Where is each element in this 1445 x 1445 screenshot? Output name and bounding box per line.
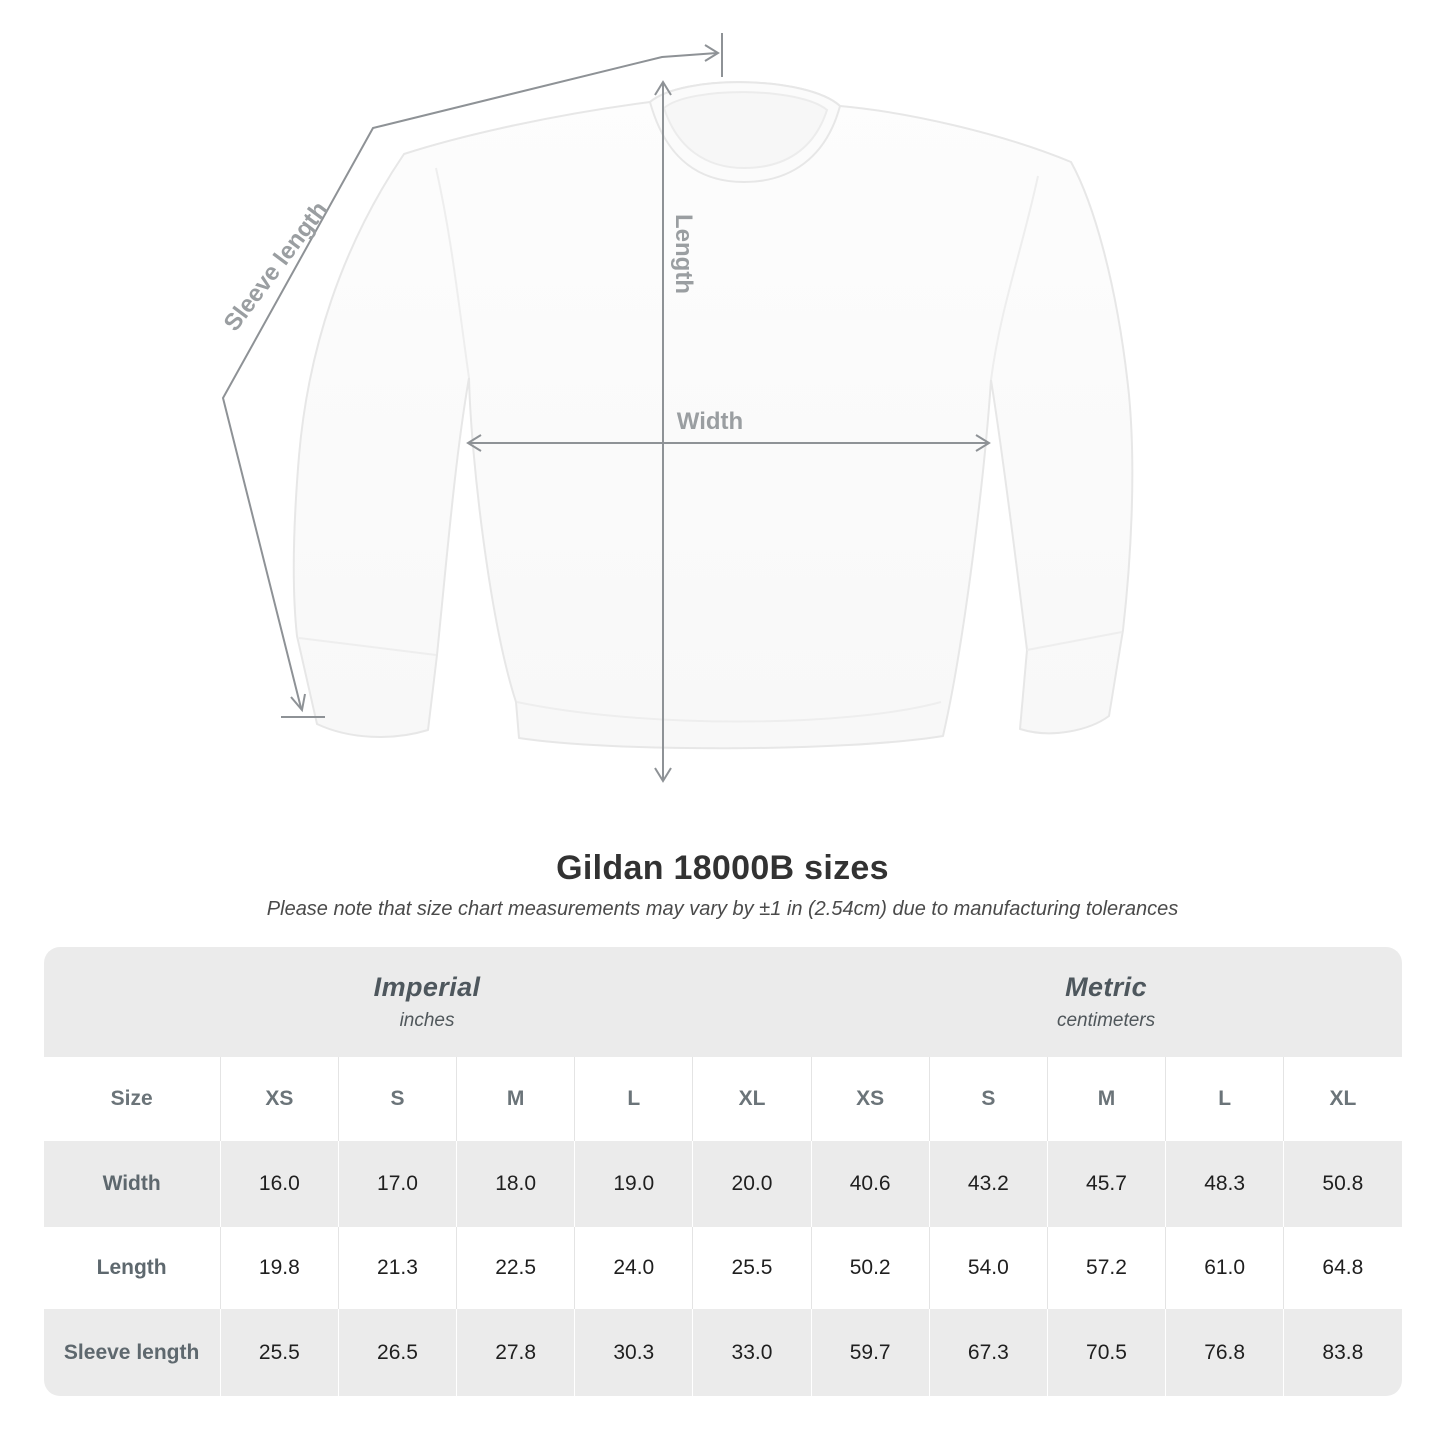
length-imperial-s: 21.3: [338, 1227, 456, 1309]
col-header-metric-xs: XS: [811, 1057, 929, 1141]
col-header-imperial-s: S: [338, 1057, 456, 1141]
sleeve-metric-m: 70.5: [1047, 1309, 1165, 1396]
imperial-group-header: [44, 947, 811, 1057]
width-row-label: Width: [44, 1141, 220, 1227]
width-label: Width: [676, 408, 744, 435]
width-row: [44, 1141, 1402, 1227]
size-header-row: [44, 1057, 1402, 1141]
width-imperial-s: 17.0: [338, 1141, 456, 1227]
sleeve-row-label: Sleeve length: [44, 1309, 220, 1396]
length-metric-l: 61.0: [1165, 1227, 1283, 1309]
size-header-cell: Size: [44, 1057, 220, 1141]
tolerance-note: Please note that size chart measurements may vary by ±1 in (2.54cm) due to manufacturing tolerances: [266, 898, 1179, 920]
sleeve-metric-s: 67.3: [929, 1309, 1047, 1396]
col-header-metric-m: M: [1047, 1057, 1165, 1141]
sleeve-imperial-m: 27.8: [456, 1309, 574, 1396]
width-metric-xl: 50.8: [1283, 1141, 1401, 1227]
width-metric-s: 43.2: [929, 1141, 1047, 1227]
page-title: Gildan 18000B sizes: [556, 849, 889, 887]
width-imperial-l: 19.0: [574, 1141, 692, 1227]
sleeve-length-label: Sleeve length: [218, 196, 334, 337]
length-imperial-l: 24.0: [574, 1227, 692, 1309]
sleeve-imperial-l: 30.3: [574, 1309, 692, 1396]
col-header-metric-l: L: [1165, 1057, 1283, 1141]
width-metric-m: 45.7: [1047, 1141, 1165, 1227]
sleeve-metric-xs: 59.7: [811, 1309, 929, 1396]
sleeve-imperial-xs: 25.5: [220, 1309, 338, 1396]
col-header-imperial-xl: XL: [692, 1057, 810, 1141]
length-imperial-xl: 25.5: [692, 1227, 810, 1309]
length-imperial-xs: 19.8: [220, 1227, 338, 1309]
length-imperial-m: 22.5: [456, 1227, 574, 1309]
metric-label: Metric: [1065, 972, 1148, 1002]
length-label: Length: [670, 214, 697, 294]
col-header-metric-s: S: [929, 1057, 1047, 1141]
sleeve-length-row: [44, 1309, 1402, 1396]
size-table-grid: [44, 947, 1402, 1396]
sleeve-imperial-s: 26.5: [338, 1309, 456, 1396]
col-header-imperial-l: L: [574, 1057, 692, 1141]
width-imperial-xs: 16.0: [220, 1141, 338, 1227]
metric-unit: centimeters: [1056, 1010, 1156, 1031]
sleeve-metric-xl: 83.8: [1283, 1309, 1401, 1396]
length-metric-m: 57.2: [1047, 1227, 1165, 1309]
col-header-metric-xl: XL: [1283, 1057, 1401, 1141]
width-imperial-xl: 20.0: [692, 1141, 810, 1227]
sleeve-metric-l: 76.8: [1165, 1309, 1283, 1396]
unit-group-row: [44, 947, 1402, 1057]
imperial-label: Imperial: [373, 972, 481, 1002]
width-metric-xs: 40.6: [811, 1141, 929, 1227]
width-imperial-m: 18.0: [456, 1141, 574, 1227]
length-metric-xl: 64.8: [1283, 1227, 1401, 1309]
length-metric-xs: 50.2: [811, 1227, 929, 1309]
size-table: [44, 947, 1402, 1396]
length-metric-s: 54.0: [929, 1227, 1047, 1309]
col-header-imperial-xs: XS: [220, 1057, 338, 1141]
imperial-unit: inches: [399, 1010, 455, 1031]
length-row: [44, 1227, 1402, 1309]
width-metric-l: 48.3: [1165, 1141, 1283, 1227]
sleeve-imperial-xl: 33.0: [692, 1309, 810, 1396]
length-row-label: Length: [44, 1227, 220, 1309]
col-header-imperial-m: M: [456, 1057, 574, 1141]
metric-group-header: [811, 947, 1402, 1057]
